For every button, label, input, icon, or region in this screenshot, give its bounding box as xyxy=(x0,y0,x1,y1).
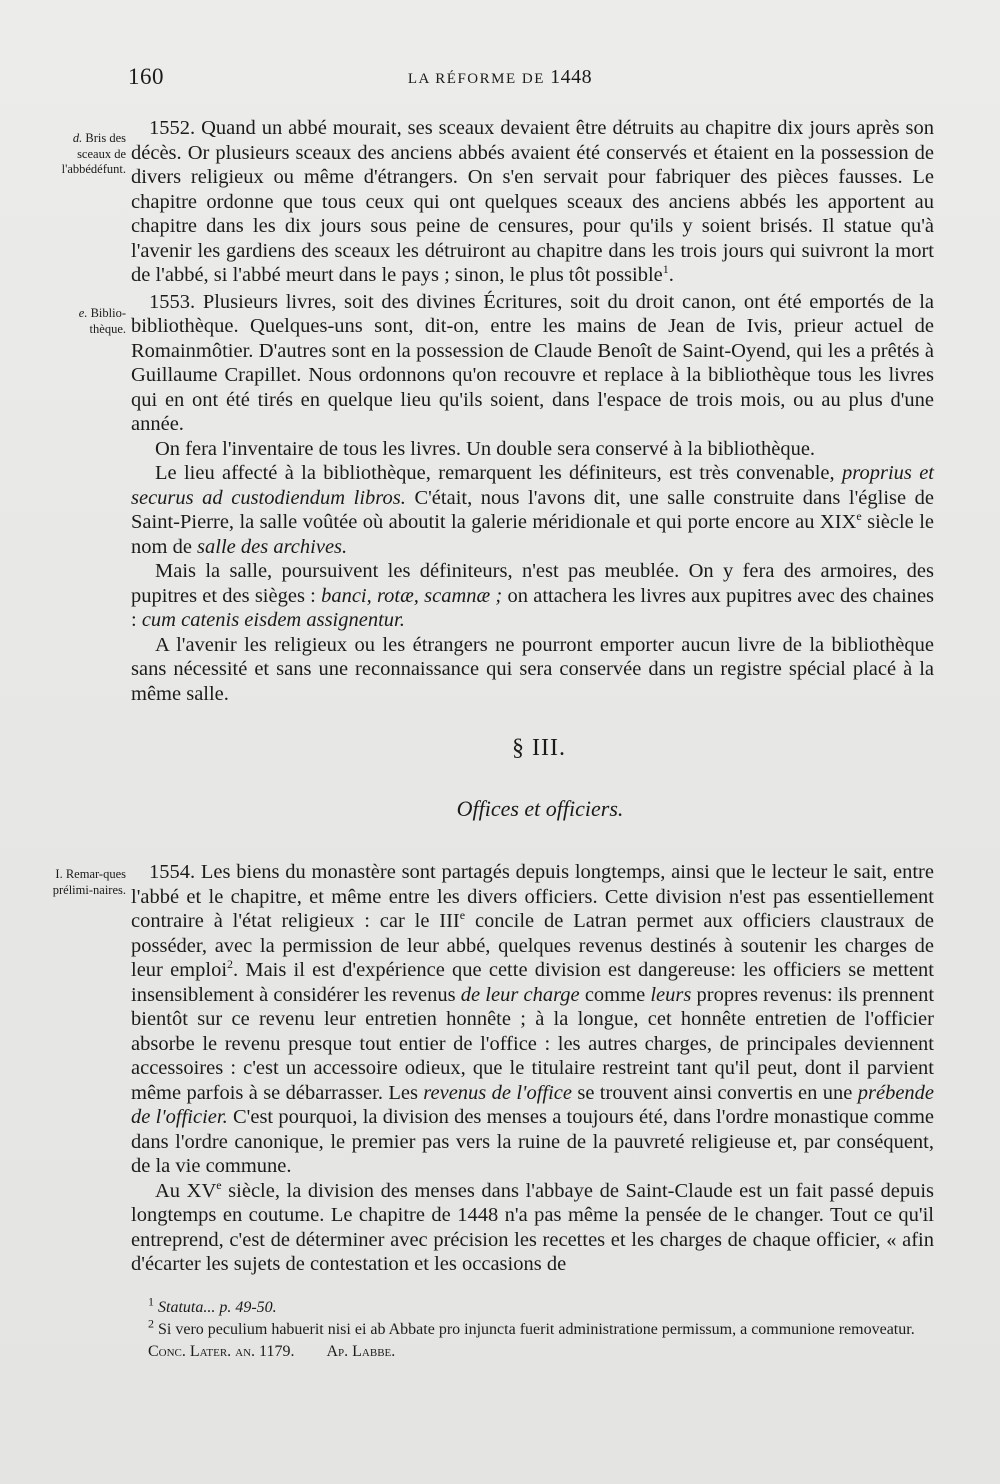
lieu-text-c: siècle le nom de xyxy=(131,511,934,558)
p1554-text-c: . Mais il est d'expérience que cette division est dangereuse: les officiers se mettent insensiblement à considérer les revenus xyxy=(131,959,934,1006)
paragraph-xv xyxy=(131,1179,934,1277)
p1554-italic-4: prébende de l'officier. xyxy=(131,1081,935,1128)
page-header xyxy=(0,60,1000,96)
footnote-1-number: 1 xyxy=(148,1294,154,1309)
xv-text-b: siècle, la division des menses dans l'abbaye de Saint-Claude est un fait passé depuis longtemps en coutume. Le chapitre de 1448 n'a pas même la pensée de le changer. Tout ce qu'il entreprend, c'est de déterminer avec précision les recettes et les charges de chaque officier, « afin d'écarter les sujets de contestation et les occasions de xyxy=(131,1179,934,1275)
paragraph-1553: 1553. Plusieurs livres, soit des divines Écritures, soit du droit canon, ont été emportés de la bibliothèque. Quelques-uns sont, dit-on, entre les mains de Jean de Ivis, prieur actuel de Romainmôtier. D'autres sont en la possession de Claude Benoît de Saint-Oyend, qui les a prêtés à Guillaume Crapillet. Nous ordonnons qu'on recouvre et replace à la bibliothèque tous les livres qui en ont été tirés en quelque lieu qu'ils soient, dans l'espace de trois mois, ou au plus d'une année. xyxy=(131,290,934,435)
section-title: Offices et officiers. xyxy=(456,796,624,821)
salle-latin-2: cum catenis eisdem assignentur. xyxy=(141,609,405,631)
running-head-title: LA RÉFORME DE xyxy=(407,71,545,87)
lieu-sup: e xyxy=(856,509,862,524)
p1554-text-d: comme xyxy=(584,983,646,1006)
margin-note-l xyxy=(44,867,126,898)
p1554-text-b: concile de Latran permet aux officiers claustraux de posséder, avec la permission de leur abbé, quelques revenus destinés à soutenir les charges de leur emploi xyxy=(131,910,935,981)
footnote-1 xyxy=(148,1294,948,1319)
margin-note-text: Biblio-thèque. xyxy=(89,306,126,336)
p1554-sup: e xyxy=(459,908,466,923)
p1554-text-a: 1554. Les biens du monastère sont partagés depuis longtemps, ainsi que le lecteur le sait, entre l'abbé et le chapitre, et même entre les divers officiers. Cette division n'est pas essentiellement contraire à l'état religieux : car le III xyxy=(131,861,934,932)
xv-sup: e xyxy=(216,1177,222,1192)
p1554-italic-1: de leur charge xyxy=(460,983,580,1006)
margin-note-text: Bris des sceaux de l'abbédéfunt. xyxy=(61,131,126,176)
p1554-italic-2: leurs xyxy=(650,983,692,1006)
paragraph-salle xyxy=(131,559,934,633)
footnotes xyxy=(148,1294,948,1363)
running-head-year: 1448 xyxy=(550,66,593,88)
lieu-latin: proprius et securus ad custodiendum libros. xyxy=(131,462,934,509)
footnote-2-source: Conc. Later. an. 1179. xyxy=(148,1343,295,1360)
p1554-text-g: C'est pourquoi, la division des menses a toujours été, dans l'ordre monastique comme dans l'ordre canonique, le premier pas vers la ruine de la pauvreté religieuse et, par conséquent, de la vie commune. xyxy=(131,1106,935,1177)
salle-latin-1: banci, rotæ, scamnæ ; xyxy=(321,584,503,607)
paragraph-inventaire: On fera l'inventaire de tous les livres. Un double sera conservé à la bibliothèque. xyxy=(155,437,816,460)
margin-note-letter: d. xyxy=(72,131,83,145)
footnote-2 xyxy=(148,1316,948,1363)
xv-text-a: Au XV xyxy=(155,1179,217,1202)
margin-note-letter: e. xyxy=(78,306,88,320)
paragraph-1554 xyxy=(131,860,934,1179)
salle-text-b: on attachera les livres aux pupitres avec des chaines : xyxy=(131,584,935,631)
p1554-italic-3: revenus de l'office xyxy=(423,1081,572,1104)
body-text-lower xyxy=(131,860,934,1277)
margin-note-d xyxy=(44,131,126,178)
lieu-text-b: C'était, nous l'avons dit, une salle construite dans l'église de Saint-Pierre, la salle voûtée où aboutit la galerie méridionale et qui porte encore au XIX xyxy=(131,486,935,533)
footnote-2-text: Si vero peculium habuerit nisi ei ab Abbate pro injuncta fuerit administratione permissum, a communione removeatur. xyxy=(158,1321,915,1338)
paragraph-avenir: A l'avenir les religieux ou les étrangers ne pourront emporter aucun livre de la bibliothèque sans nécessité et sans une reconnaissance qui sera conservée dans un registre spécial placé à la même salle. xyxy=(131,633,934,705)
margin-note-letter: I. xyxy=(55,867,63,881)
paragraph-lieu xyxy=(131,461,934,559)
footnote-ref-1: 1 xyxy=(662,262,669,277)
footnote-ref-2: 2 xyxy=(227,957,234,972)
footnote-2-ref: Ap. Labbe. xyxy=(326,1343,396,1360)
salle-text-a: Mais la salle, poursuivent les définiteurs, n'est pas meublée. On y fera des armoires, des pupitres et des sièges : xyxy=(131,560,934,607)
p1554-text-e: propres revenus: ils prennent bientôt sur ce revenu leur entretien honnête ; à la longue, cet honnête entretien de l'officier absorbe le revenu presque tout entier de l'office : les autres charges, de principales deviennent accessoires : c'est un accessoire odieux, que le titulaire restreint tant qu'il peut, dont il parvient même parfois à se débarrasser. Les xyxy=(131,983,935,1104)
footnote-1-text: Statuta... p. 49-50. xyxy=(158,1299,277,1316)
running-head xyxy=(0,66,1000,89)
margin-note-e xyxy=(44,306,126,337)
margin-note-text: Remar-ques prélimi-naires. xyxy=(52,867,126,897)
p1554-text-f: se trouvent ainsi convertis en une xyxy=(577,1081,853,1104)
section-number: § III. xyxy=(512,735,566,761)
paragraph-1552: 1552. Quand un abbé mourait, ses sceaux devaient être détruits au chapitre dix jours après son décès. Or plusieurs sceaux des anciens abbés avaient été conservés et étaient en la possession de divers religieux ou même d'étrangers. On s'en servait pour fabriquer des pièces fausses. Le chapitre ordonne que tous ceux qui ont quelques sceaux des anciens abbés les apportent au chapitre dans les dix jours sous peine de censures, pour qu'ils y soient brisés. Il statue qu'à l'avenir les gardiens des sceaux les détruiront au chapitre dans les trois jours qui suivront la mort de l'abbé, si l'abbé meurt dans le pays ; sinon, le plus tôt possible$^1$. xyxy=(131,117,934,286)
page-number: 160 xyxy=(128,64,164,89)
lieu-text-a: Le lieu affecté à la bibliothèque, remarquent les définiteurs, est très convenable, xyxy=(155,462,835,484)
body-text-upper xyxy=(131,116,934,706)
lieu-italic: salle des archives. xyxy=(197,535,348,558)
paragraph-1552-text: 1552. Quand un abbé mourait, ses sceaux devaient être détruits au chapitre dix jours après son décès. Or plusieurs sceaux des anciens abbés avaient été conservés et étaient en la possession de divers religieux ou même d'étrangers. On s'en servait pour fabriquer des pièces fausses. Le chapitre ordonne que tous ceux qui ont quelques sceaux des anciens abbés les apportent au chapitre dans les dix jours sous peine de censures, pour qu'ils y soient brisés. Il statue qu'à l'avenir les gardiens des sceaux les détruiront au chapitre dans les trois jours qui suivront la mort de l'abbé, si l'abbé meurt dans le pays ; sinon, le plus tôt possible xyxy=(131,117,934,286)
footnote-2-number: 2 xyxy=(148,1316,154,1331)
